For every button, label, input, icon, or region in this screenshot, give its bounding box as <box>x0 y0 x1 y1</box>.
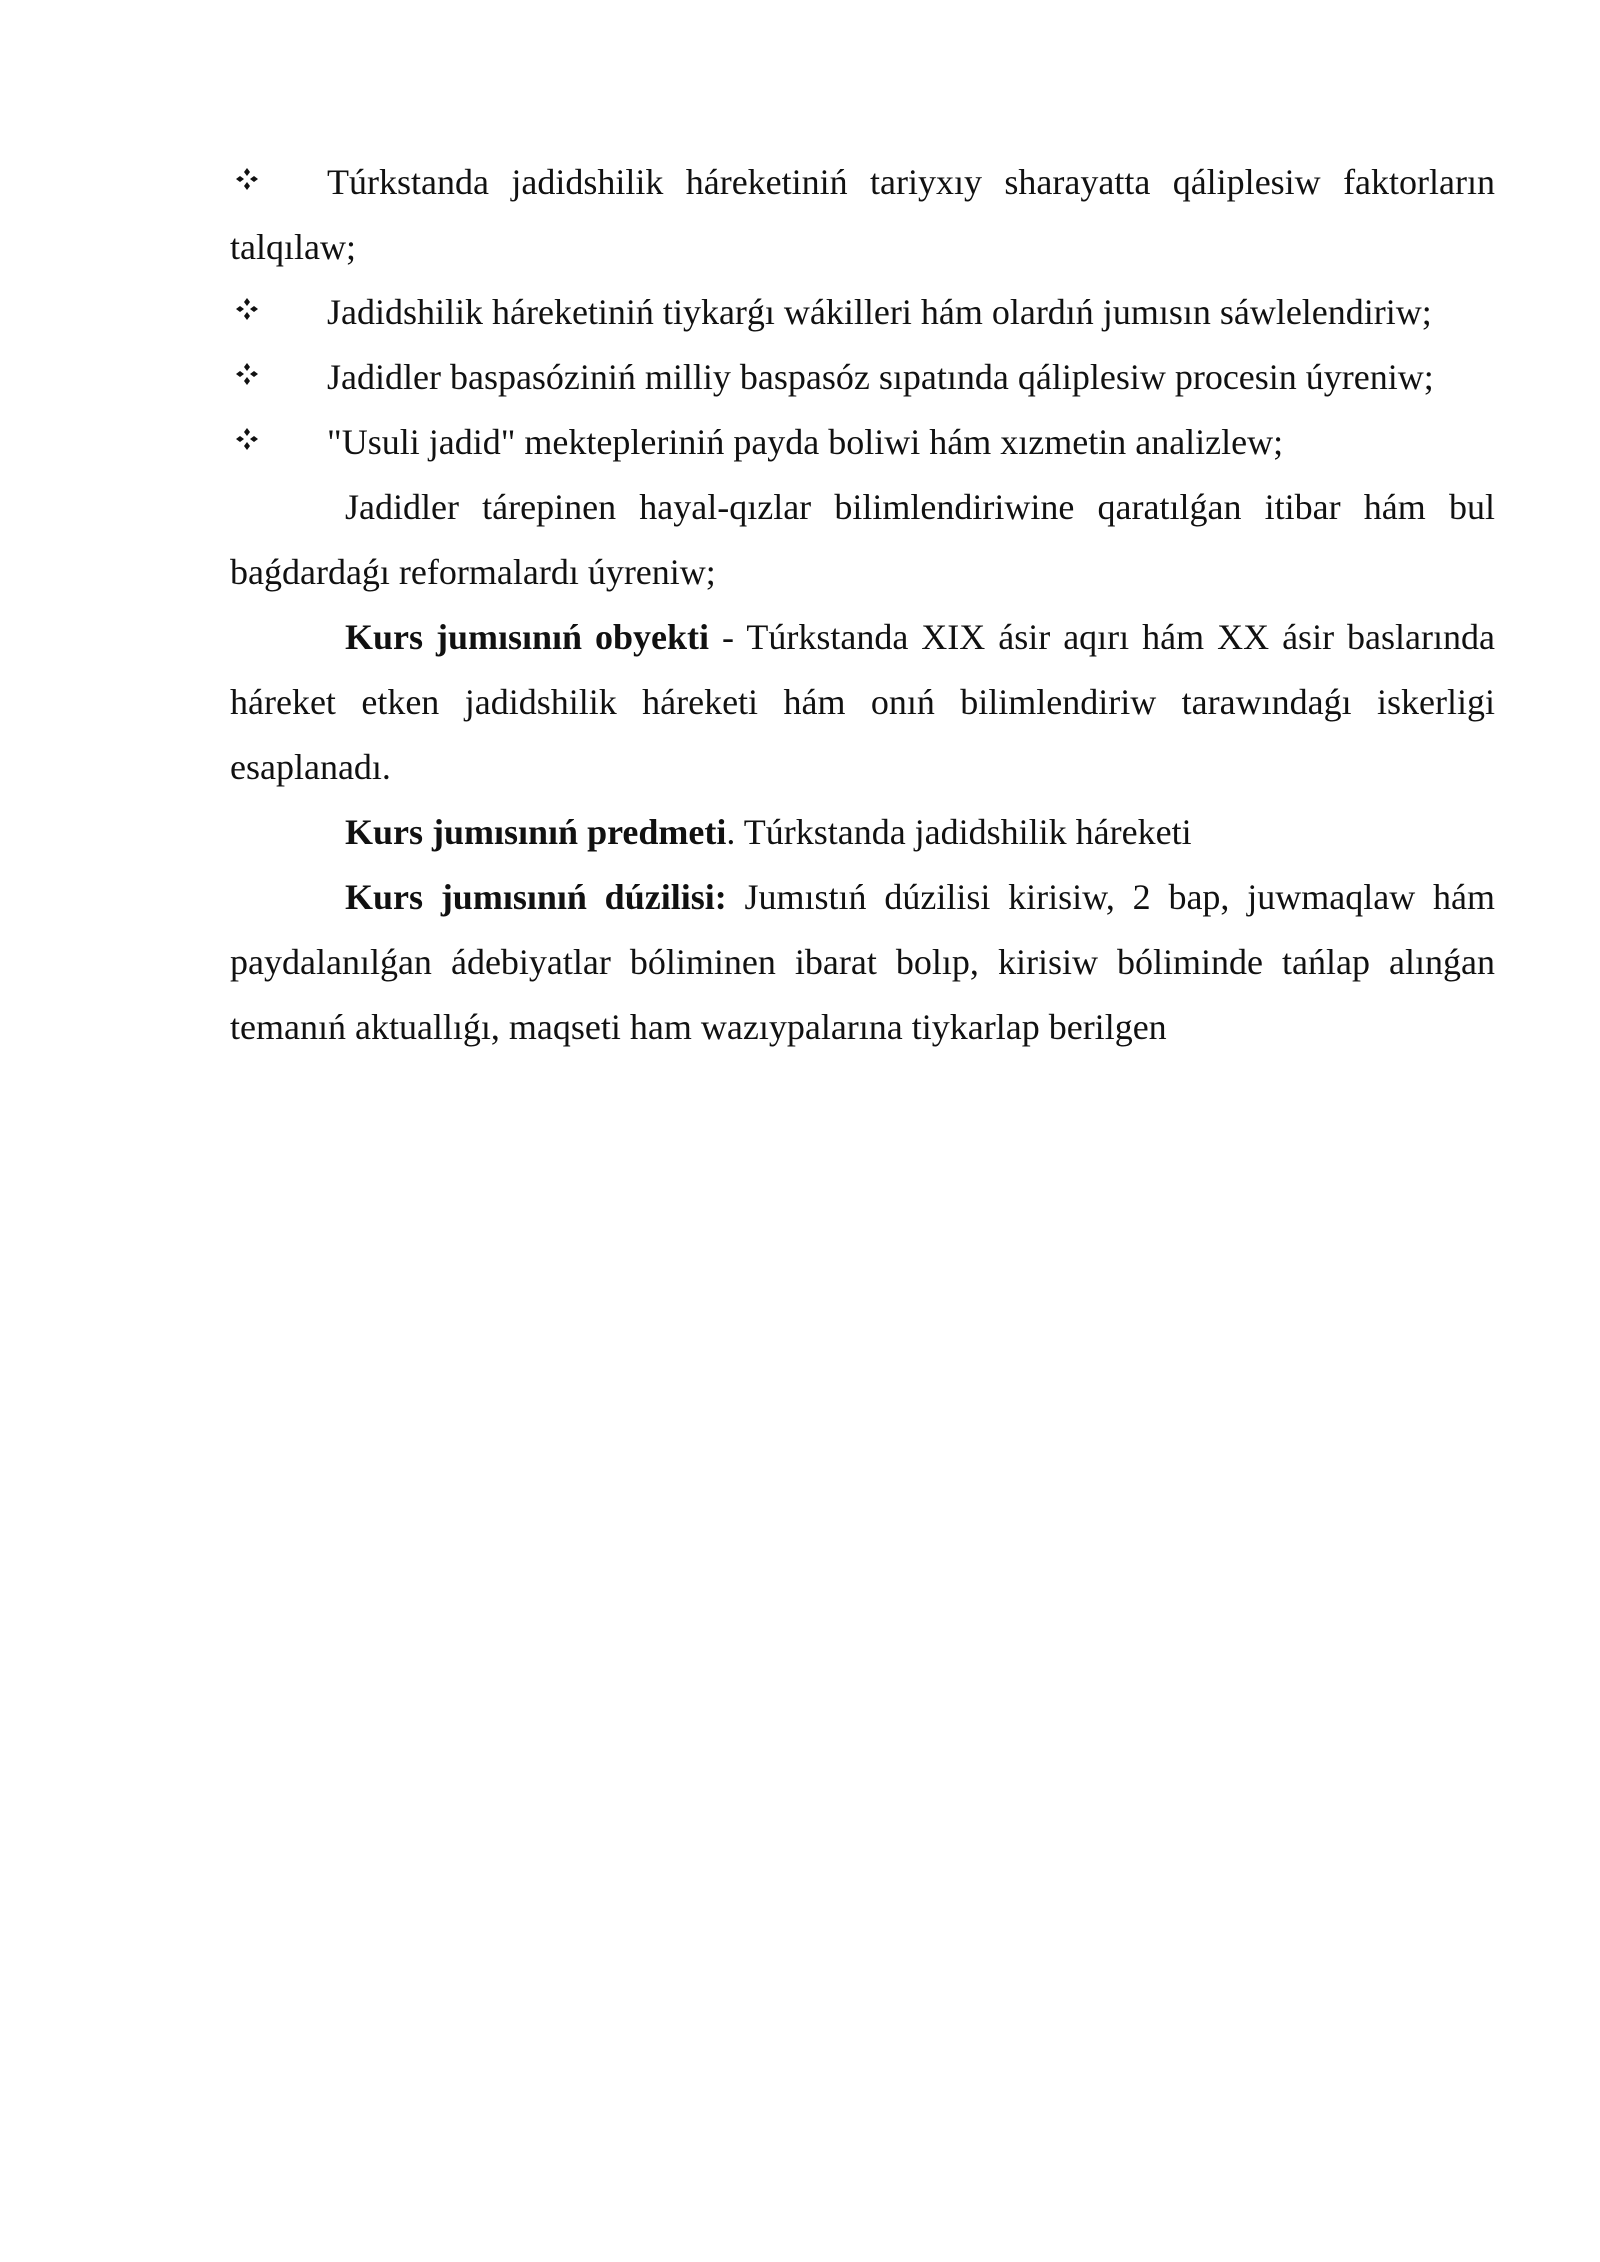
list-item <box>230 280 1495 345</box>
list-item <box>230 150 1495 280</box>
list-item <box>230 345 1495 410</box>
subject-text: . Túrkstanda jadidshilik háreketi <box>726 812 1192 852</box>
document-page <box>230 150 1495 1060</box>
task-text: Jadidler tárepinen hayal-qızlar bilimlendiriwine qaratılǵan itibar hám bul baǵdardaǵı reformalardı úyreniw; <box>230 487 1495 592</box>
four-diamond-icon <box>236 428 258 450</box>
subject-paragraph <box>230 800 1495 865</box>
structure-label: Kurs jumısınıń dúzilisi: <box>345 877 727 917</box>
four-diamond-icon <box>236 363 258 385</box>
bullet-text: "Usuli jadid" mektepleriniń payda boliwi hám xızmetin analizlew; <box>327 422 1284 462</box>
subject-label: Kurs jumısınıń predmeti <box>345 812 727 852</box>
bullet-text: Túrkstanda jadidshilik háreketiniń tariyxıy sharayatta qáliplesiw faktorların talqılaw; <box>230 162 1495 267</box>
list-item <box>230 410 1495 475</box>
structure-text: Jumıstıń dúzilisi kirisiw, 2 bap, juwmaqlaw hám paydalanılǵan ádebiyatlar bóliminen ibarat bolıp, kirisiw bóliminde tańlap alınǵan temanıń aktuallıǵı, maqseti ham wazıypalarına tiykarlap berilgen <box>230 877 1495 1047</box>
object-text: - Túrkstanda XIX ásir aqırı hám XX ásir baslarında háreket etken jadidshilik háreketi hám onıń bilimlendiriw tarawındaǵı iskerligi esaplanadı. <box>230 617 1495 787</box>
task-paragraph <box>230 475 1495 605</box>
object-paragraph <box>230 605 1495 800</box>
bullet-text: Jadidshilik háreketiniń tiykarǵı wákilleri hám olardıń jumısın sáwlelendiriw; <box>327 292 1432 332</box>
structure-paragraph <box>230 865 1495 1060</box>
four-diamond-icon <box>236 168 258 190</box>
four-diamond-icon <box>236 298 258 320</box>
object-label: Kurs jumısınıń obyekti <box>345 617 710 657</box>
bullet-text: Jadidler baspasóziniń milliy baspasóz sıpatında qáliplesiw procesin úyreniw; <box>327 357 1434 397</box>
